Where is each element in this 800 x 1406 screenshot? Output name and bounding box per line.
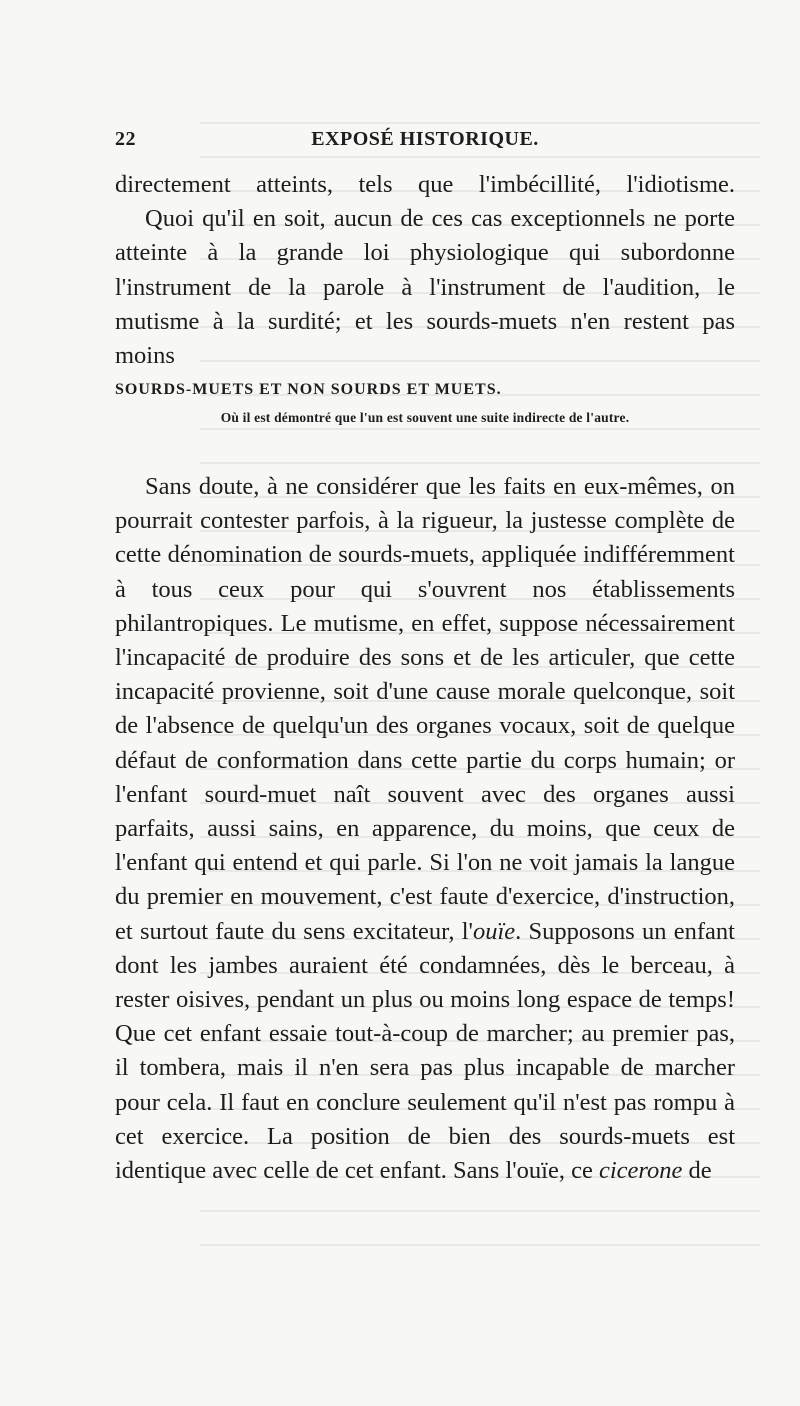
continuation-line: directement atteints, tels que l'imbécillité, l'idiotisme. bbox=[115, 171, 735, 198]
paragraph-quoi-qu-il: Quoi qu'il en soit, aucun de ces cas exceptionnels ne porte atteinte à la grande loi physiologique qui subordonne l'instrument de la parole à l'instrument de l'audition, le mutisme à la surdité; et les sourds-muets n'en restent pas moins bbox=[115, 205, 735, 370]
top-text-block bbox=[115, 168, 735, 407]
italic-word-cicerone: cicerone bbox=[598, 1157, 683, 1185]
italic-word-ouie: ouïe bbox=[472, 917, 516, 945]
paragraph-sans-doute bbox=[115, 470, 735, 1188]
running-title: EXPOSÉ HISTORIQUE. bbox=[311, 128, 539, 150]
text-run: . Supposons un enfant dont les jambes auraient été condamnées, dès le berceau, à rester oisives, pendant un plus ou moins long espace de temps! Que cet enfant essaie tout-à-coup de marcher; au premier pas, il tombera, mais il n'en sera pas plus incapable de marcher pour cela. Il faut en conclure seulement qu'il n'est pas rompu à cet exercice. La position de bien des sourds-muets est identique avec celle de cet enfant. Sans l'ouïe, ce bbox=[115, 917, 735, 1185]
main-text-block bbox=[115, 470, 735, 1188]
section-heading: Où il est démontré que l'un est souvent une suite indirecte de l'autre. bbox=[220, 410, 630, 425]
text-run: de bbox=[682, 1157, 712, 1185]
page-number: 22 bbox=[115, 128, 136, 150]
running-header bbox=[115, 128, 735, 154]
smallcaps-line: SOURDS-MUETS ET NON SOURDS ET MUETS. bbox=[115, 381, 502, 399]
text-run: Sans doute, à ne considérer que les faits en eux-mêmes, on pourrait contester parfois, à la rigueur, la justesse complète de cette dénomination de sourds-muets, appliquée indifféremment à tous ceux pour qui s'ouvrent nos établissements philantropiques. Le mutisme, en effet, suppose nécessairement l'incapacité de produire des sons et de les articuler, que cette incapacité provienne, soit d'une cause morale quelconque, soit de l'absence de quelqu'un des organes vocaux, soit de quelque défaut de conformation dans cette partie du corps humain; or l'enfant sourd-muet naît souvent avec des organes aussi parfaits, aussi sains, en apparence, du moins, que ceux de l'enfant qui entend et qui parle. Si l'on ne voit jamais la langue du premier en mouvement, c'est faute d'exercice, d'instruction, et surtout faute du sens excitateur, l' bbox=[115, 473, 735, 945]
